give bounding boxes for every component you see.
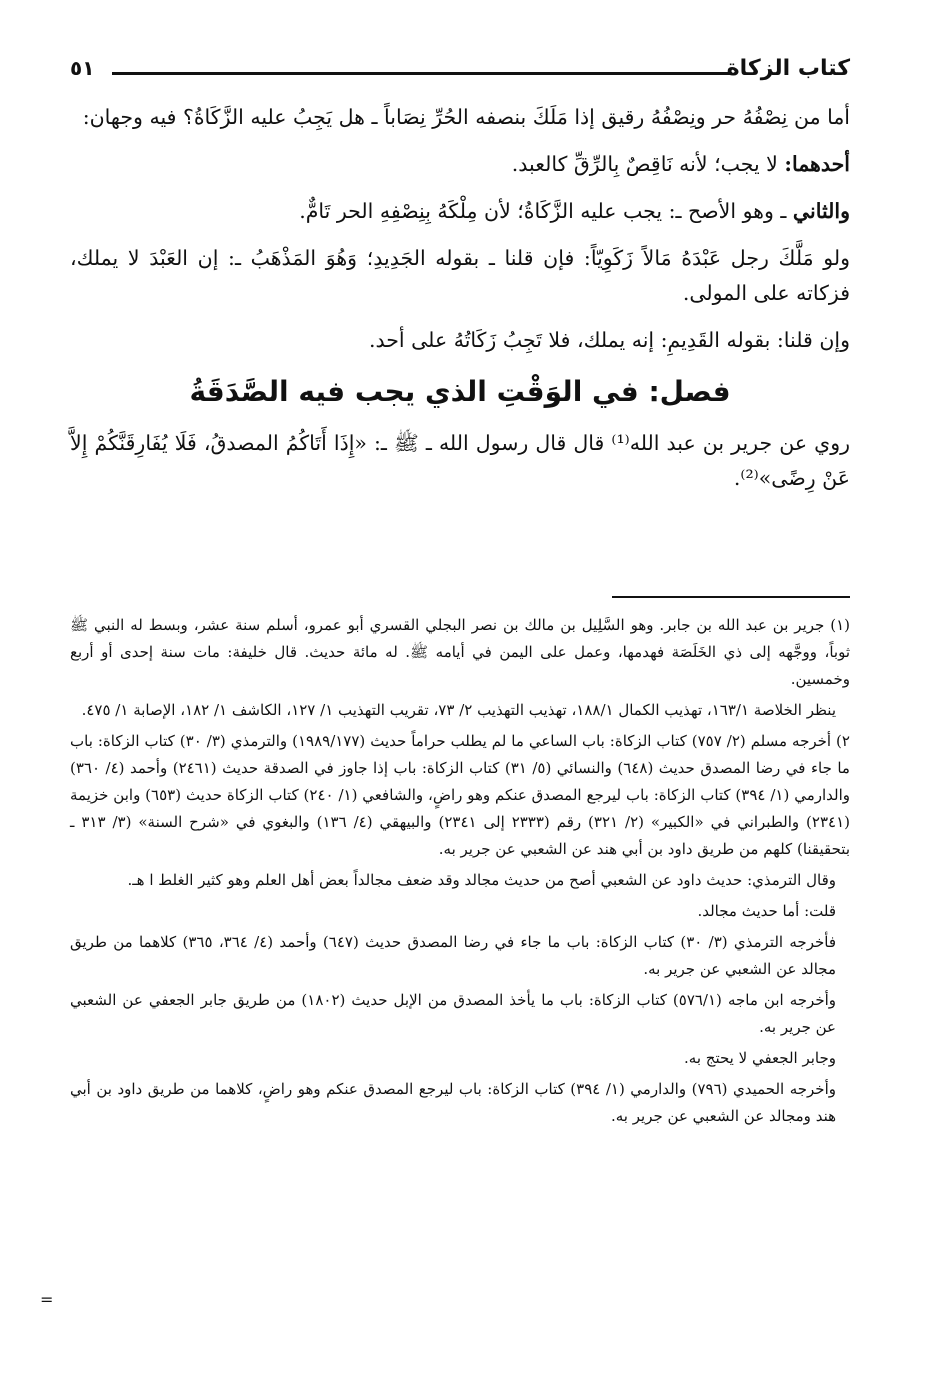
main-text [70,100,850,508]
header-rule [112,72,732,75]
section-heading: فصل: في الوَقْتِ الذي يجب فيه الصَّدَقَةُ [189,375,731,408]
paragraph-lead: والثاني [792,199,850,223]
footnote-continuation: وقال الترمذي: حديث داود عن الشعبي أصح من حديث مجالد وقد ضعف مجالداً بعض أهل العلم وهو كثير الغلط ا هـ. [127,871,836,889]
footnote-continuation: وجابر الجعفي لا يحتج به. [684,1049,836,1067]
paragraph: وإن قلنا: بقوله القَدِيمِ: إنه يملك، فلا تَجِبُ زَكَاتُهُ على أحد. [368,328,850,352]
footnote: (١) جرير بن عبد الله بن جابر. وهو السَّلِيل بن مالك بن نصر البجلي القسري أبو عمرو، أسلم سنة عشر، وبسط له النبي ﷺ ثوباً، ووجَّهه إلى ذي الخَلَصَة فهدمها، وعمل على اليمن في أيامه ﷺ. له مائة حديث. قال خليفة: مات سنة إحدى أو أربع وخمسين. [70,616,850,688]
footnote-continuation: وأخرجه ابن ماجه (٥٧٦/١) كتاب الزكاة: باب ما يأخذ المصدق من الإبل حديث (١٨٠٢) من طريق جابر الجعفي عن الشعبي عن جرير به. [70,991,836,1036]
running-header [70,56,850,96]
footnote-separator [612,596,850,598]
page-number: ٥١ [70,56,95,80]
margin-mark: = [40,1290,54,1309]
footnote-continuation: وأخرجه الحميدي (٧٩٦) والدارمي (١/ ٣٩٤) كتاب الزكاة: باب ليرجع المصدق عنكم وهو راضٍ، كلاهما من طريق داود بن أبي هند ومجالد عن الشعبي عن جرير به. [70,1080,836,1125]
footnotes [70,612,850,1134]
paragraph: أما من نِصْفُهُ حر ونِصْفُهُ رقيق إذا مَلَكَ بنصفه الحُرِّ نِصَاباً ـ هل يَجِبُ عليه الزَّكَاةُ؟ فيه وجهان: [82,105,850,129]
paragraph [70,147,850,182]
footnote-continuation: فأخرجه الترمذي (٣/ ٣٠) كتاب الزكاة: باب ما جاء في رضا المصدق حديث (٦٤٧) وأحمد (٤/ ٣٦٤، ٣٦٥) كلاهما من طريق مجالد عن الشعبي عن جرير به. [70,933,836,978]
paragraph-lead: أحدهما: [784,152,850,176]
footnote-continuation: قلت: أما حديث مجالد. [697,902,836,920]
chapter-title: كتاب الزكاة [726,56,850,81]
paragraph: روي عن جرير بن عبد الله⁽¹⁾ قال قال رسول الله ـ ﷺ ـ: «إِذَا أَتَاكُمُ المصدقُ، فَلَا يُفَارِقَنَّكُمْ إِلاَّ عَنْ رِضًى»⁽²⁾. [70,431,850,490]
footnote: ٢) أخرجه مسلم (٢/ ٧٥٧) كتاب الزكاة: باب الساعي ما لم يطلب حراماً حديث (١٩٨٩/١٧٧) والترمذي (٣/ ٣٠) كتاب الزكاة: باب ما جاء في رضا المصدق حديث (٦٤٨) والنسائي (٥/ ٣١) كتاب الزكاة: باب إذا جاوز في الصدقة حديث (٢٤٦١) وأحمد (٤/ ٣٦٠) والدارمي (١/ ٣٩٤) كتاب الزكاة: باب ليرجع المصدق عنكم وهو راضٍ، والشافعي (١/ ٢٤٠) كتاب الزكاة حديث (٦٥٣) وابن خزيمة (٢٣٤١) والطبراني في «الكبير» (٢/ ٣٢١) رقم (٢٣٣٣ إلى ٢٣٤١) والبيهقي (٤/ ١٣٦) والبغوي في «شرح السنة» (٣/ ٣١٣ ـ بتحقيقنا) كلهم من طريق داود بن أبي هند عن الشعبي عن جرير به. [70,732,851,858]
paragraph-text: ـ وهو الأصح ـ: يجب عليه الزَّكَاةُ؛ لأن مِلْكَهُ بِنِصْفِهِ الحر تَامٌّ. [299,199,793,223]
paragraph-text: لا يجب؛ لأنه نَاقِصٌ بِالرِّقِّ كالعبد. [511,152,785,176]
paragraph [70,194,850,229]
footnote-continuation: ينظر الخلاصة ١٦٣/١، تهذيب الكمال ١٨٨/١، تهذيب التهذيب ٢/ ٧٣، تقريب التهذيب ١/ ١٢٧، الكاشف ١/ ١٨٢، الإصابة ١/ ٤٧٥. [81,701,836,719]
paragraph: ولو مَلَّكَ رجل عَبْدَهُ مَالاً زَكَوِيّاً: فإن قلنا ـ بقوله الجَدِيدِ؛ وَهُوَ المَذْهَبُ ـ: إن العَبْدَ لا يملك، فزكاته على المولى. [70,246,850,305]
